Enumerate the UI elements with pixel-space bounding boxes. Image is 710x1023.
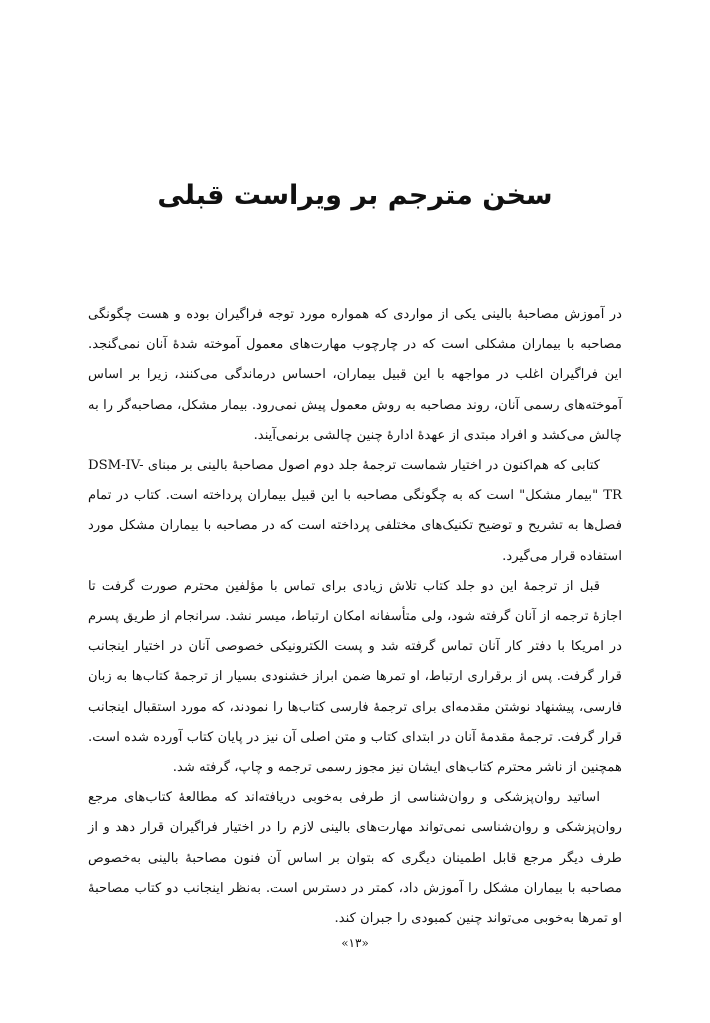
paragraph: قبل از ترجمهٔ این دو جلد کتاب تلاش زیادی برای تماس با مؤلفین محترم صورت گرفت تا اجازهٔ ترجمه از آنان گرفته شود، ولی متأسفانه امکان ارتباط، میسر نشد. سرانجام از طریق پسرم در امریکا با دفتر کار آنان تماس گرفته شد و پست الکترونیکی خصوصی آنان در اختیار اینجانب قرار گرفت. پس از برقراری ارتباط، او تمرها ضمن ابراز خشنودی بسیار از ترجمهٔ کتاب‌ها به زبان فارسی، پیشنهاد نوشتن مقدمه‌ای برای ترجمهٔ فارسی کتاب‌ها را نمودند، که مورد استقبال اینجانب قرار گرفت. ترجمهٔ مقدمهٔ آنان در ابتدای کتاب و متن اصلی آن نیز در پایان کتاب آورده شده است. همچنین از ناشر محترم کتاب‌های ایشان نیز مجوز رسمی ترجمه و چاپ، گرفته شد. [88,578,622,776]
paragraph: در آموزش مصاحبهٔ بالینی یکی از مواردی که همواره مورد توجه فراگیران بوده و هست چگونگی مصاحبه با بیماران مشکلی است که در چارچوب مهارت‌های معمول آموخته شدهٔ آنان نمی‌گنجد. این فراگیران اغلب در مواجهه با این قبیل بیماران، احساس درماندگی می‌کنند، زیرا بر اساس آموخته‌های رسمی آنان، روند مصاحبه به روش معمول پیش نمی‌رود. بیمار مشکل، مصاحبه‌گر را به چالش می‌کشد و افراد مبتدی از عهدهٔ ادارهٔ چنین چالشی برنمی‌آیند. [88,307,622,443]
paragraph: اساتید روان‌پزشکی و روان‌شناسی از طرفی به‌خوبی دریافته‌اند که مطالعهٔ کتاب‌های مرجع روان‌پزشکی و روان‌شناسی نمی‌تواند مهارت‌های بالینی لازم را در اختیار فراگیران قرار دهد و از طرف دیگر مرجع قابل اطمینان دیگری که بتوان بر اساس آن فنون مصاحبهٔ بالینی به‌خصوص مصاحبه با بیماران مشکل را آموزش داد، کمتر در دسترس است. به‌نظر اینجانب دو کتاب مصاحبهٔ او تمرها به‌خوبی می‌تواند چنین کمبودی را جبران کند. [88,790,622,927]
body-text [88,300,622,934]
page-number: «۱۳» [341,936,369,950]
paragraph: کتابی که هم‌اکنون در اختیار شماست ترجمهٔ جلد دوم اصول مصاحبهٔ بالینی بر مبنای DSM-IV-TR "بیمار مشکل" است که به چگونگی مصاحبه با این قبیل بیماران پرداخته است. کتاب در تمام فصل‌ها به تشریح و توضیح تکنیک‌های مختلفی پرداخته است که در مصاحبه با بیماران مشکل مورد استفاده قرار می‌گیرد. [88,458,622,564]
page-title: سخن مترجم بر ویراست قبلی [157,180,553,211]
